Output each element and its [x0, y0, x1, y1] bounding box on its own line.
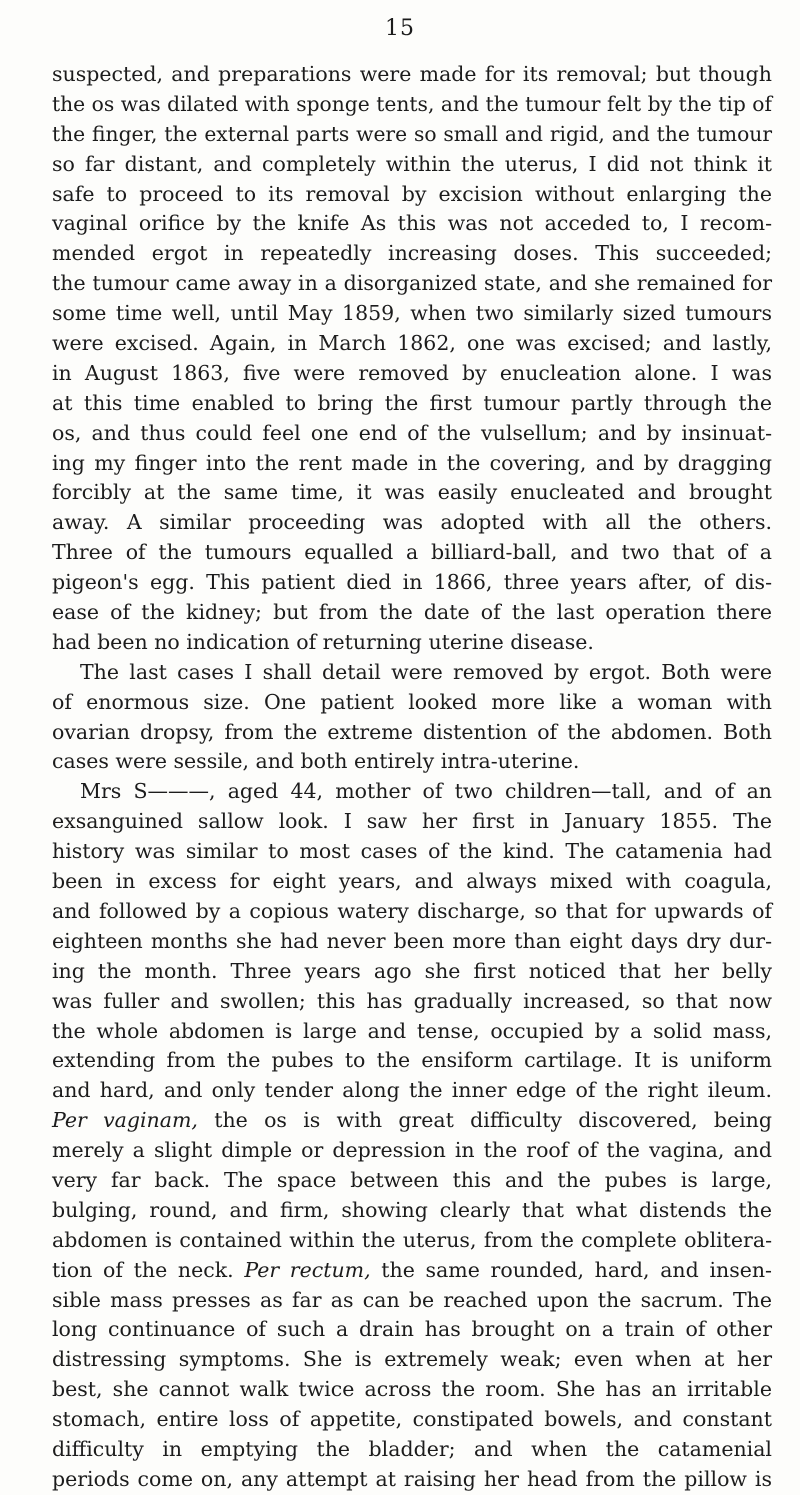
text-line: bulging, round, and firm, showing clearly that what distends the: [52, 1197, 772, 1222]
text-line: ease of the kidney; but from the date of the last operation there: [52, 600, 772, 625]
text-line: eighteen months she had never been more than eight days dry dur-: [52, 928, 772, 953]
text-line: the finger, the external parts were so small and rigid, and the tumour: [52, 121, 772, 146]
text-line: had been no indication of returning uterine disease.: [52, 629, 594, 654]
text-line: forcibly at the same time, it was easily enucleated and brought: [52, 480, 772, 505]
text-line: stomach, entire loss of appetite, constipated bowels, and constant: [52, 1407, 772, 1432]
text-line: at this time enabled to bring the first tumour partly through the: [52, 390, 772, 415]
text-line: best, she cannot walk twice across the room. She has an irritable: [52, 1377, 772, 1402]
text-line: periods come on, any attempt at raising her head from the pillow is: [52, 1466, 772, 1491]
text-line: safe to proceed to its removal by excision without enlarging the: [52, 181, 772, 206]
text-line: in August 1863, five were removed by enucleation alone. I was: [52, 360, 772, 385]
text-line: very far back. The space between this and the pubes is large,: [52, 1167, 772, 1192]
body-text: [52, 60, 772, 1495]
line-pre: tion of the neck.: [52, 1257, 245, 1282]
text-line: vaginal orifice by the knife As this was not acceded to, I recom-: [52, 211, 772, 236]
text-line: and hard, and only tender along the inner edge of the right ileum.: [52, 1078, 772, 1103]
text-line: exsanguined sallow look. I saw her first in January 1855. The: [52, 809, 772, 834]
text-line: cases were sessile, and both entirely intra-uterine.: [52, 749, 580, 774]
text-line: long continuance of such a drain has brought on a train of other: [52, 1317, 772, 1342]
text-line: so far distant, and completely within the uterus, I did not think it: [52, 151, 772, 176]
text-line: the whole abdomen is large and tense, occupied by a solid mass,: [52, 1018, 772, 1043]
text-line: history was similar to most cases of the kind. The catamenia had: [52, 839, 772, 864]
text-line: was fuller and swollen; this has gradually increased, so that now: [52, 988, 772, 1013]
text-line: Mrs S———, aged 44, mother of two children—tall, and of an: [80, 779, 772, 804]
text-line: [52, 1106, 772, 1136]
text-line: The last cases I shall detail were removed by ergot. Both were: [80, 659, 772, 684]
text-line: the tumour came away in a disorganized state, and she remained for: [52, 271, 772, 296]
line-post: the same rounded, hard, and insen-: [370, 1257, 772, 1282]
text-line: the os was dilated with sponge tents, and the tumour felt by the tip of: [52, 91, 772, 116]
text-line: suspected, and preparations were made for its removal; but though: [52, 62, 772, 86]
text-line: ing my finger into the rent made in the covering, and by dragging: [52, 450, 772, 475]
text-line: been in excess for eight years, and always mixed with coagula,: [52, 869, 772, 894]
text-line: extending from the pubes to the ensiform cartilage. It is uniform: [52, 1048, 772, 1073]
line-rest: the os is with great difficulty discovered, being: [197, 1108, 772, 1133]
text-line: distressing symptoms. She is extremely weak; even when at her: [52, 1347, 772, 1372]
text-line: were excised. Again, in March 1862, one was excised; and lastly,: [52, 331, 772, 356]
italic-phrase: Per vaginam,: [52, 1108, 198, 1133]
page-number: 15: [385, 16, 415, 41]
italic-phrase: Per rectum,: [244, 1257, 371, 1282]
text-line: [52, 1256, 772, 1286]
text-line: ovarian dropsy, from the extreme distention of the abdomen. Both: [52, 719, 772, 744]
text-line: pigeon's egg. This patient died in 1866, three years after, of dis-: [52, 570, 772, 595]
text-line: ing the month. Three years ago she first noticed that her belly: [52, 958, 772, 983]
text-line: os, and thus could feel one end of the vulsellum; and by insinuat-: [52, 420, 772, 445]
text-line: Three of the tumours equalled a billiard-ball, and two that of a: [52, 540, 772, 565]
text-line: mended ergot in repeatedly increasing doses. This succeeded;: [52, 241, 772, 266]
text-line: away. A similar proceeding was adopted with all the others.: [52, 510, 772, 535]
text-line: merely a slight dimple or depression in the roof of the vagina, and: [52, 1138, 772, 1163]
text-line: difficulty in emptying the bladder; and when the catamenial: [52, 1436, 772, 1461]
text-line: sible mass presses as far as can be reached upon the sacrum. The: [52, 1287, 772, 1312]
text-line: some time well, until May 1859, when two similarly sized tumours: [52, 301, 772, 326]
text-line: of enormous size. One patient looked more like a woman with: [52, 689, 772, 714]
text-line: abdomen is contained within the uterus, from the complete oblitera-: [52, 1227, 772, 1252]
text-line: and followed by a copious watery discharge, so that for upwards of: [52, 898, 772, 923]
